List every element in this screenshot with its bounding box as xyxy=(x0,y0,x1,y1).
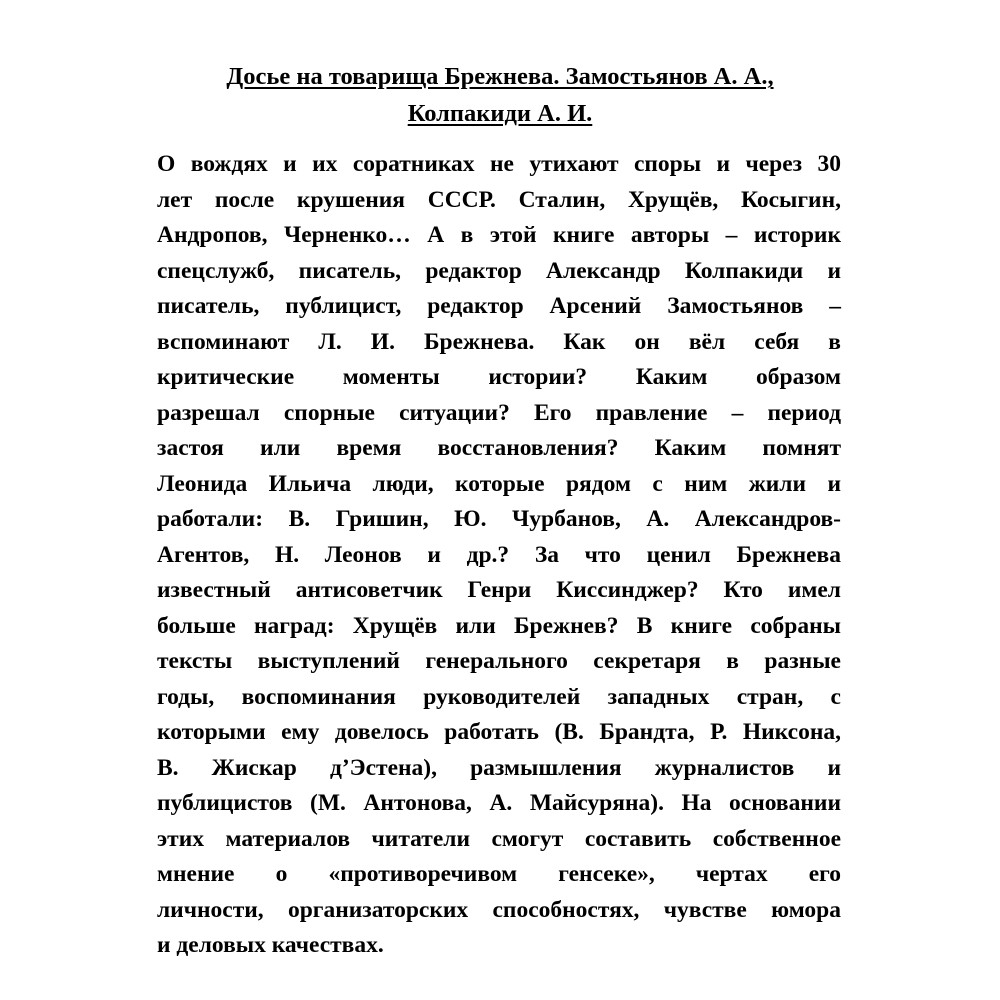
text-line: разрешал спорные ситуации? Его правление – период xyxy=(157,399,841,426)
text-line: Агентов, Н. Леонов и др.? За что ценил Брежнева xyxy=(157,541,841,568)
text-line: застоя или время восстановления? Каким помнят xyxy=(157,435,841,461)
description-paragraph xyxy=(157,147,841,964)
title-line: Колпакиди А. И. xyxy=(407,100,593,127)
text-line: лет после крушения СССР. Сталин, Хрущёв, Косыгин, xyxy=(157,186,841,213)
text-line: писатель, публицист, редактор Арсений Замостьянов – xyxy=(157,293,841,319)
text-line: работали: В. Гришин, Ю. Чурбанов, А. Александров- xyxy=(157,506,841,532)
text-line: которыми ему довелось работать (В. Брандта, Р. Никсона, xyxy=(157,719,841,745)
document-title xyxy=(120,58,880,132)
text-line: личности, организаторских способностях, чувстве юмора xyxy=(157,896,841,923)
text-line: годы, воспоминания руководителей западных стран, с xyxy=(157,683,841,710)
text-line: и деловых качествах. xyxy=(157,932,384,958)
text-line: этих материалов читатели смогут составить собственное xyxy=(157,825,841,852)
text-line: мнение о «противоречивом генсеке», чертах его xyxy=(157,861,841,887)
text-line: вспоминают Л. И. Брежнева. Как он вёл себя в xyxy=(157,328,841,355)
text-line: критические моменты истории? Каким образом xyxy=(157,364,841,390)
text-line: Андропов, Черненко… А в этой книге авторы – историк xyxy=(157,222,841,248)
text-line: В. Жискар д’Эстена), размышления журналистов и xyxy=(157,754,841,781)
text-line: публицистов (М. Антонова, А. Майсуряна). На основании xyxy=(157,790,841,816)
text-line: тексты выступлений генерального секретаря в разные xyxy=(157,648,841,674)
text-line: О вождях и их соратниках не утихают споры и через 30 xyxy=(157,151,841,177)
text-line: Леонида Ильича люди, которые рядом с ним жили и xyxy=(157,470,841,497)
text-line: спецслужб, писатель, редактор Александр Колпакиди и xyxy=(157,257,841,284)
title-line: Досье на товарища Брежнева. Замостьянов А. А., xyxy=(226,63,774,90)
text-line: известный антисоветчик Генри Киссинджер? Кто имел xyxy=(157,577,841,603)
text-line: больше наград: Хрущёв или Брежнев? В книге собраны xyxy=(157,612,841,639)
